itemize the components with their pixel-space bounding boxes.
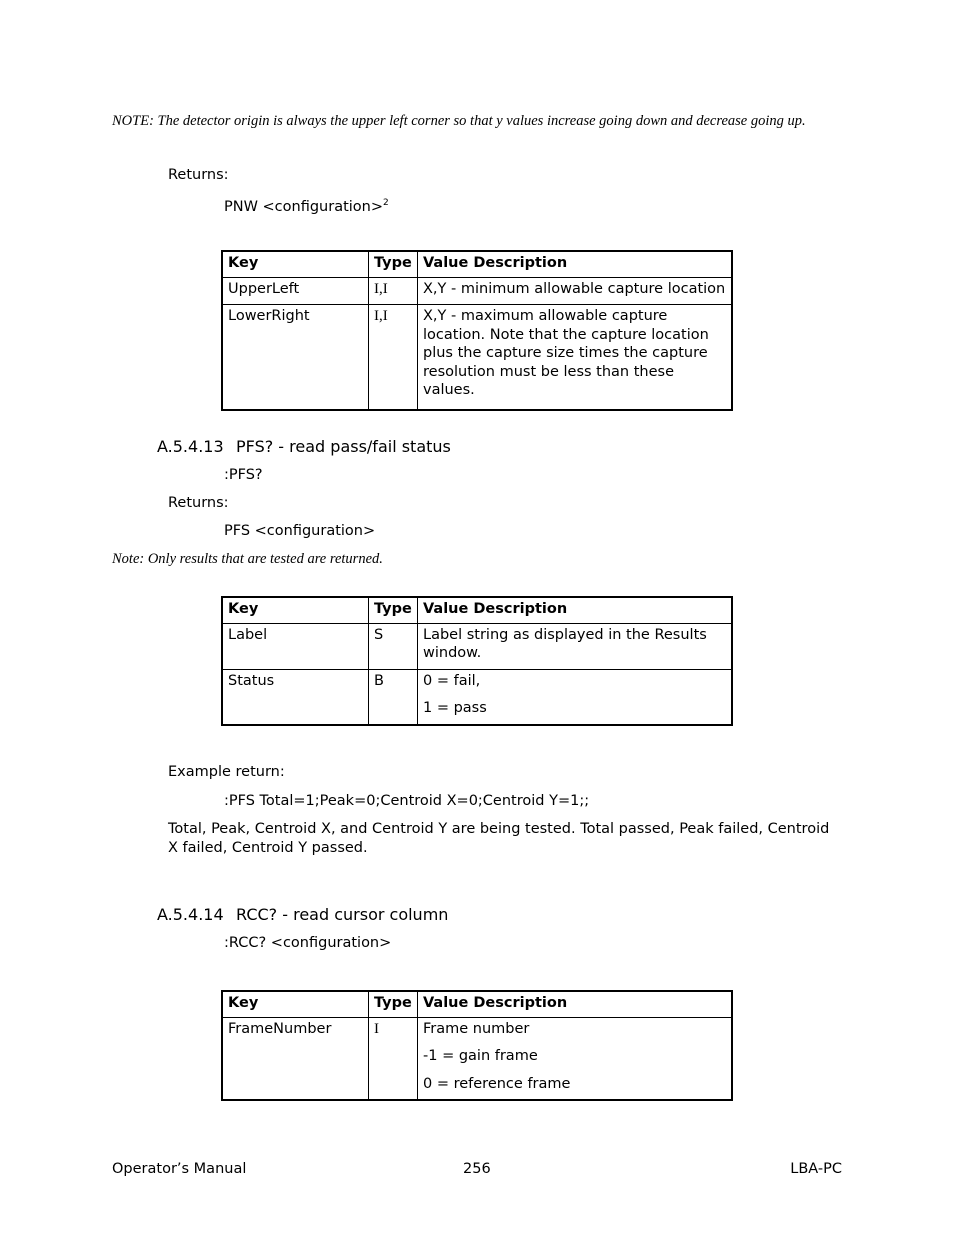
header-value-description: Value Description [418,597,733,623]
section-title: RCC? - read cursor column [236,905,449,924]
cell-type: I,I [369,305,418,410]
footer-left: Operator’s Manual [112,1161,247,1177]
header-key: Key [222,991,369,1017]
table-header-row [222,991,732,1017]
cell-key: UpperLeft [222,277,369,305]
rcc-query: :RCC? <configuration> [224,935,392,951]
table-header-row [222,251,732,277]
section-title: PFS? - read pass/fail status [236,437,451,456]
example-explanation: Total, Peak, Centroid X, and Centroid Y are being tested. Total passed, Peak failed, Centroid X failed, Centroid Y passed. [168,821,830,856]
returns-label: Returns: [168,167,229,183]
cell-type: I,I [369,277,418,305]
page-number: 256 [463,1161,491,1177]
footnote-marker: 2 [383,198,389,208]
cell-key: LowerRight [222,305,369,410]
cell-desc [418,669,733,725]
cell-key: Status [222,669,369,725]
cell-type: B [369,669,418,725]
example-return-label: Example return: [168,764,285,780]
table-row [222,1017,732,1100]
pfs-query: :PFS? [224,467,263,483]
cell-desc: X,Y - maximum allowable capture location. Note that the capture location plus the capture size times the capture resolution must be less than these values. [418,305,733,410]
header-key: Key [222,597,369,623]
table-row [222,623,732,669]
desc-line: 0 = reference frame [423,1075,571,1092]
desc-line: 1 = pass [423,700,487,716]
header-value-description: Value Description [418,251,733,277]
table-row [222,669,732,725]
note-results: Note: Only results that are tested are returned. [112,551,383,567]
header-key: Key [222,251,369,277]
pnw-config-table [221,250,733,411]
table-row [222,305,732,410]
cell-desc: X,Y - minimum allowable capture location [418,277,733,305]
rcc-config-table [221,990,733,1101]
example-return-value: :PFS Total=1;Peak=0;Centroid X=0;Centroid Y=1;; [224,793,590,809]
pnw-command-text: PNW <configuration> [224,199,384,215]
cell-desc [418,1017,733,1100]
section-heading-rcc [157,905,448,925]
pfs-command: PFS <configuration> [224,523,376,539]
footer-right: LBA-PC [790,1161,842,1177]
table-header-row [222,597,732,623]
header-type: Type [369,991,418,1017]
returns-label: Returns: [168,495,229,511]
desc-line: -1 = gain frame [423,1048,538,1064]
cell-desc: Label string as displayed in the Results window. [418,623,733,669]
desc-line: Frame number [423,1020,530,1037]
header-type: Type [369,251,418,277]
section-number: A.5.4.13 [157,437,224,456]
pfs-config-table [221,596,733,726]
pnw-command [224,194,389,217]
header-type: Type [369,597,418,623]
section-heading-pfs [157,437,451,457]
table-row [222,277,732,305]
note-detector-origin: NOTE: The detector origin is always the upper left corner so that y values increase going down and decrease going up. [112,113,806,129]
desc-line: 0 = fail, [423,672,481,689]
section-number: A.5.4.14 [157,905,224,924]
header-value-description: Value Description [418,991,733,1017]
cell-key: Label [222,623,369,669]
cell-type: S [369,623,418,669]
cell-type: I [369,1017,418,1100]
cell-key: FrameNumber [222,1017,369,1100]
